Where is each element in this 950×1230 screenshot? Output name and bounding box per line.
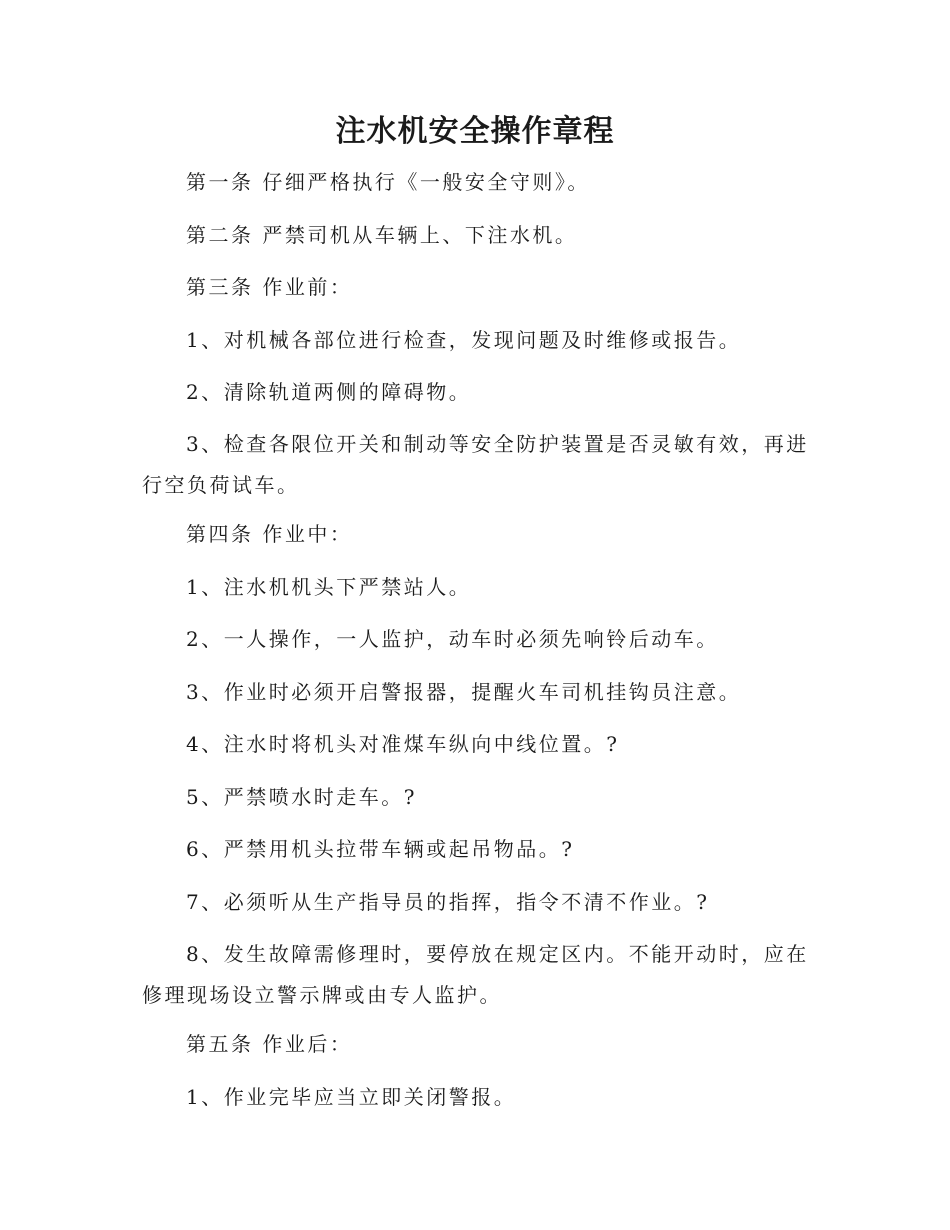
- paragraph-pre-item-3: 3、检查各限位开关和制动等安全防护装置是否灵敏有效，再进行空负荷试车。: [142, 432, 809, 497]
- paragraph-during-item-1: 1、注水机机头下严禁站人。: [186, 575, 472, 599]
- paragraph-during-item-4: 4、注水时将机头对准煤车纵向中线位置。?: [186, 732, 620, 756]
- document-title: 注水机安全操作章程: [335, 114, 615, 149]
- paragraph-article-1: 第一条 仔细严格执行《一般安全守则》。: [186, 170, 590, 194]
- paragraph-article-3-heading: 第三条 作业前：: [186, 275, 353, 299]
- paragraph-article-5-heading: 第五条 作业后：: [186, 1032, 353, 1056]
- paragraph-during-item-2: 2、一人操作，一人监护，动车时必须先响铃后动车。: [186, 627, 719, 651]
- paragraph-pre-item-2: 2、清除轨道两侧的障碍物。: [186, 380, 472, 404]
- paragraph-post-item-1: 1、作业完毕应当立即关闭警报。: [186, 1085, 517, 1109]
- paragraph-during-item-7: 7、必须听从生产指导员的指挥，指令不清不作业。?: [186, 890, 710, 914]
- paragraph-article-4-heading: 第四条 作业中：: [186, 522, 353, 546]
- paragraph-pre-item-1: 1、对机械各部位进行检查，发现问题及时维修或报告。: [186, 328, 742, 352]
- paragraph-during-item-3: 3、作业时必须开启警报器，提醒火车司机挂钩员注意。: [186, 680, 742, 704]
- paragraph-article-2: 第二条 严禁司机从车辆上、下注水机。: [186, 223, 578, 247]
- paragraph-during-item-8: 8、发生故障需修理时，要停放在规定区内。不能开动时，应在修理现场设立警示牌或由专人监护。: [142, 942, 809, 1007]
- paragraph-during-item-6: 6、严禁用机头拉带车辆或起吊物品。?: [186, 837, 575, 861]
- paragraph-during-item-5: 5、严禁喷水时走车。?: [186, 785, 417, 809]
